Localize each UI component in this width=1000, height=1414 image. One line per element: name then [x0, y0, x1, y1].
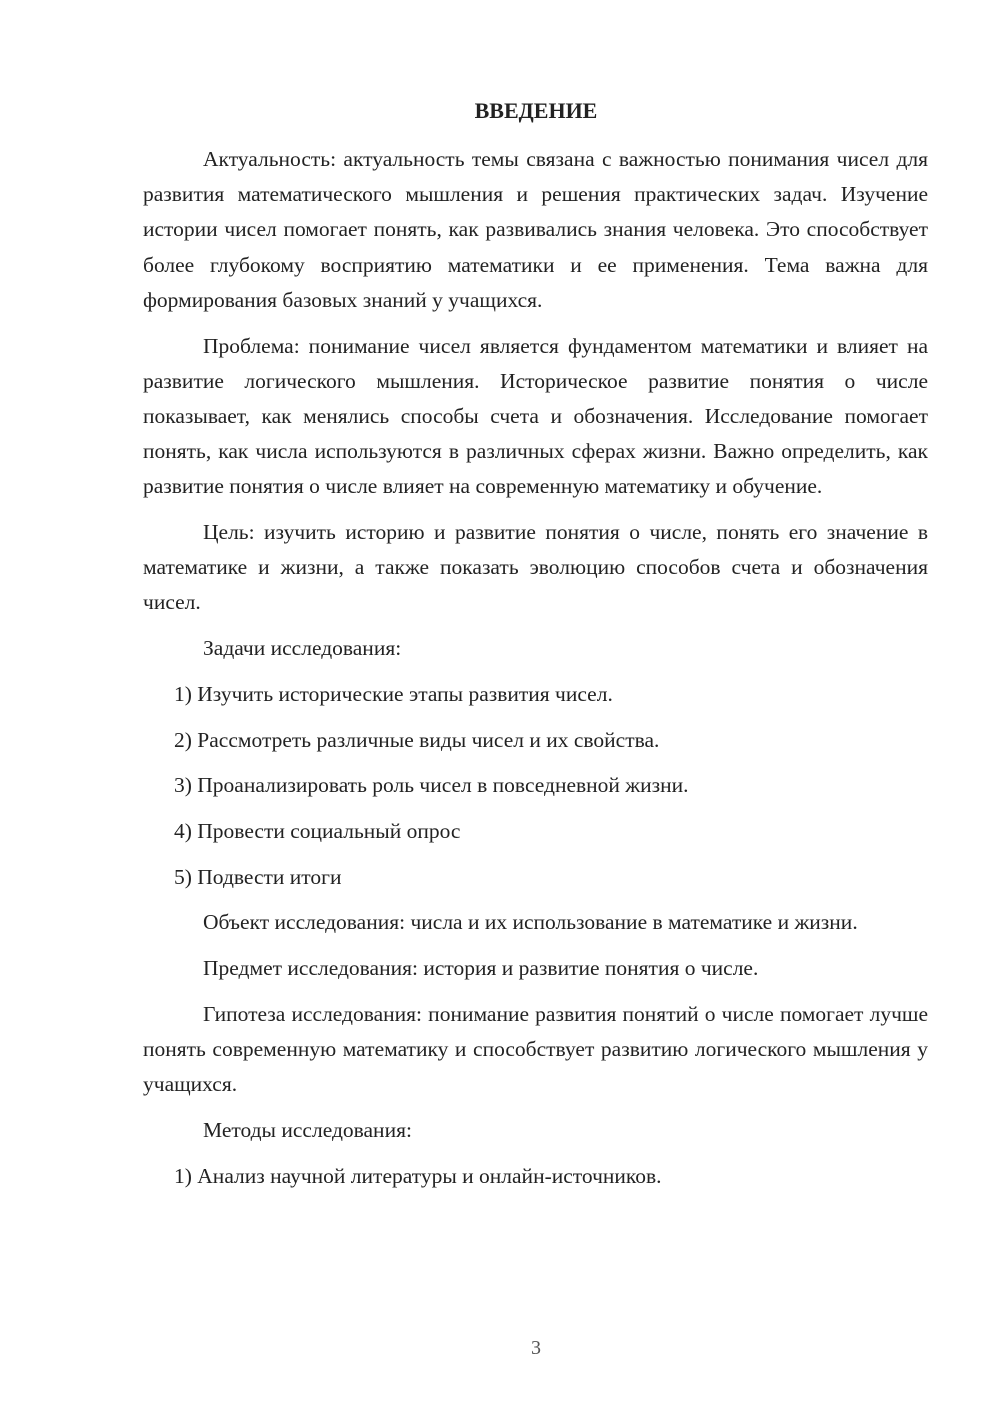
page-number: 3	[531, 1337, 541, 1359]
task-item: 4) Провести социальный опрос	[174, 818, 461, 843]
section-heading: ВВЕДЕНИЕ	[474, 98, 598, 123]
relevance-paragraph: Актуальность: актуальность темы связана с важностью понимания чисел для развития математического мышления и решения практических задач. Изучение истории чисел помогает понять, как развивались знания человека. Это способствует более глубокому восприятию математики и ее применения. Тема важна для формирования базовых знаний у учащихся.	[143, 147, 928, 312]
goal-paragraph: Цель: изучить историю и развитие понятия о числе, понять его значение в математике и жизни, а также показать эволюцию способов счета и обозначения чисел.	[143, 520, 928, 615]
tasks-heading: Задачи исследования:	[203, 636, 402, 661]
method-item: 1) Анализ научной литературы и онлайн-источников.	[174, 1163, 662, 1188]
document-body	[143, 142, 928, 1204]
problem-paragraph: Проблема: понимание чисел является фундаментом математики и влияет на развитие логического мышления. Историческое развитие понятия о числе показывает, как менялись способы счета и обозначения. Исследование помогает понять, как числа используются в различных сферах жизни. Важно определить, как развитие понятия о числе влияет на современную математику и обучение.	[143, 333, 928, 499]
task-item: 5) Подвести итоги	[174, 864, 342, 889]
hypothesis-paragraph: Гипотеза исследования: понимание развития понятий о числе помогает лучше понять современную математику и способствует развитию логического мышления у учащихся.	[143, 1001, 928, 1097]
object-paragraph: Объект исследования: числа и их использование в математике и жизни.	[203, 910, 858, 935]
subject-paragraph: Предмет исследования: история и развитие понятия о числе.	[203, 956, 759, 981]
task-item: 1) Изучить исторические этапы развития чисел.	[174, 681, 613, 706]
task-item: 3) Проанализировать роль чисел в повседневной жизни.	[174, 773, 689, 798]
methods-heading: Методы исследования:	[203, 1117, 412, 1142]
task-item: 2) Рассмотреть различные виды чисел и их свойства.	[174, 727, 660, 752]
